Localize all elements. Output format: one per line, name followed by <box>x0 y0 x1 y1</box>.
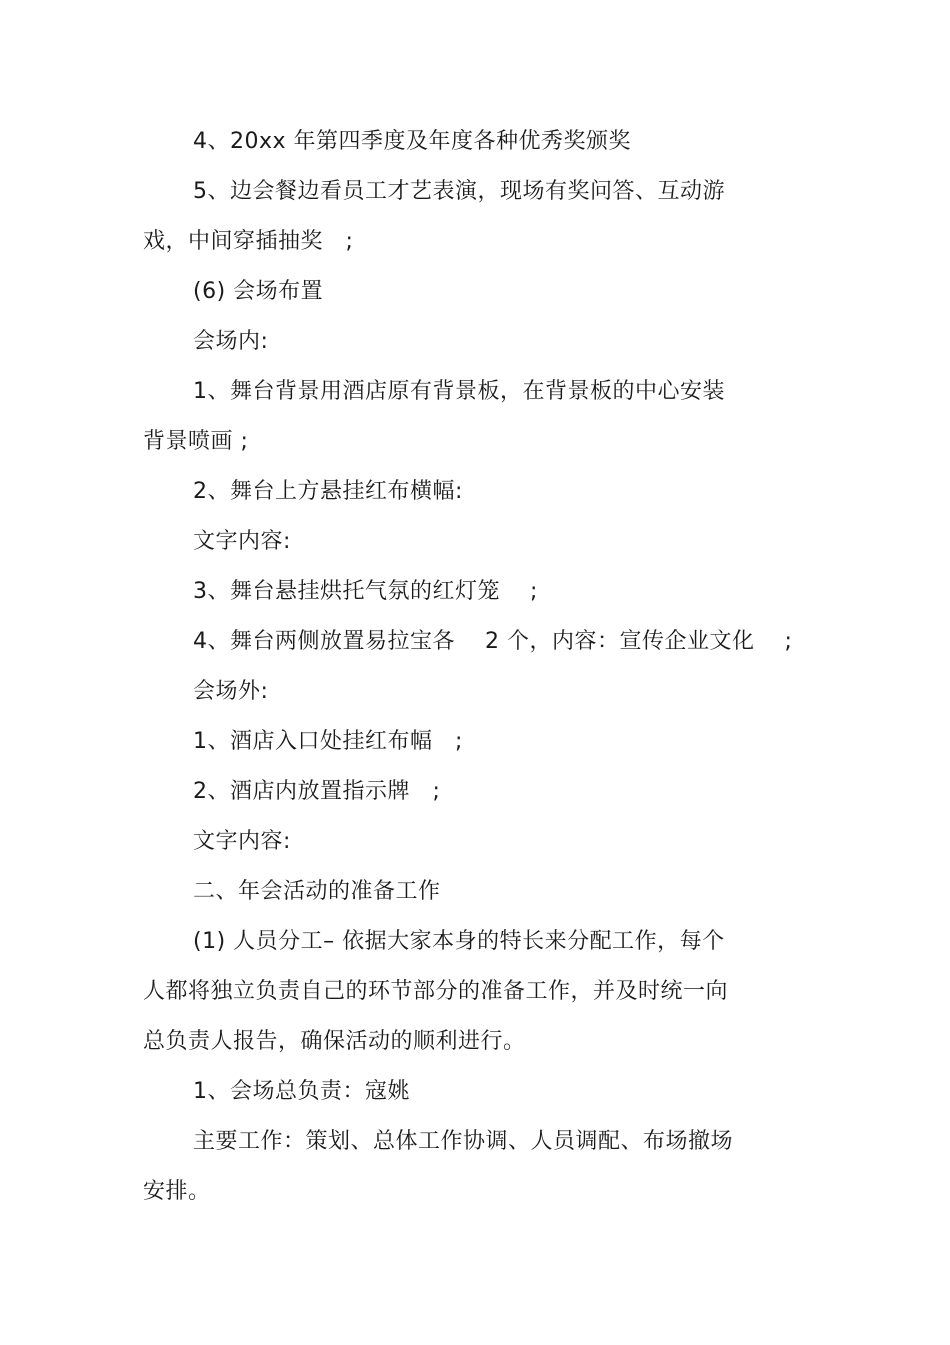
staff-division-line-cont-2: 总负责人报告，确保活动的顺利进行。 <box>143 1029 526 1054</box>
main-duties-line-cont: 安排。 <box>143 1179 211 1204</box>
performance-line-cont: 戏，中间穿插抽奖 ; <box>143 229 354 254</box>
venue-lead-line: 1、会场总负责：寇姚 <box>193 1079 410 1104</box>
award-ceremony-line: 4、20xx 年第四季度及年度各种优秀奖颁奖 <box>193 129 632 154</box>
staff-division-line: (1) 人员分工– 依据大家本身的特长来分配工作，每个 <box>193 929 725 954</box>
performance-line: 5、边会餐边看员工才艺表演，现场有奖问答、互动游 <box>193 179 725 204</box>
rollup-banner-line: 4、舞台两侧放置易拉宝各 2 个，内容：宣传企业文化 ; <box>193 629 793 654</box>
outdoor-heading: 会场外: <box>193 679 269 704</box>
venue-layout-heading: (6) 会场布置 <box>193 279 324 304</box>
indoor-heading: 会场内: <box>193 329 269 354</box>
text-content-label: 文字内容: <box>193 529 291 554</box>
signage-line: 2、酒店内放置指示牌 ; <box>193 779 441 804</box>
entrance-banner-line: 1、酒店入口处挂红布幅 ; <box>193 729 463 754</box>
preparation-heading: 二、年会活动的准备工作 <box>193 879 441 904</box>
main-duties-line: 主要工作：策划、总体工作协调、人员调配、布场撤场 <box>193 1129 734 1154</box>
lanterns-line: 3、舞台悬挂烘托气氛的红灯笼 ; <box>193 579 538 604</box>
staff-division-line-cont: 人都将独立负责自己的环节部分的准备工作，并及时统一向 <box>143 979 729 1004</box>
stage-banner-line: 2、舞台上方悬挂红布横幅: <box>193 479 463 504</box>
stage-backdrop-line-cont: 背景喷画 ; <box>143 429 249 454</box>
stage-backdrop-line: 1、舞台背景用酒店原有背景板，在背景板的中心安装 <box>193 379 725 404</box>
text-content-label-2: 文字内容: <box>193 829 291 854</box>
